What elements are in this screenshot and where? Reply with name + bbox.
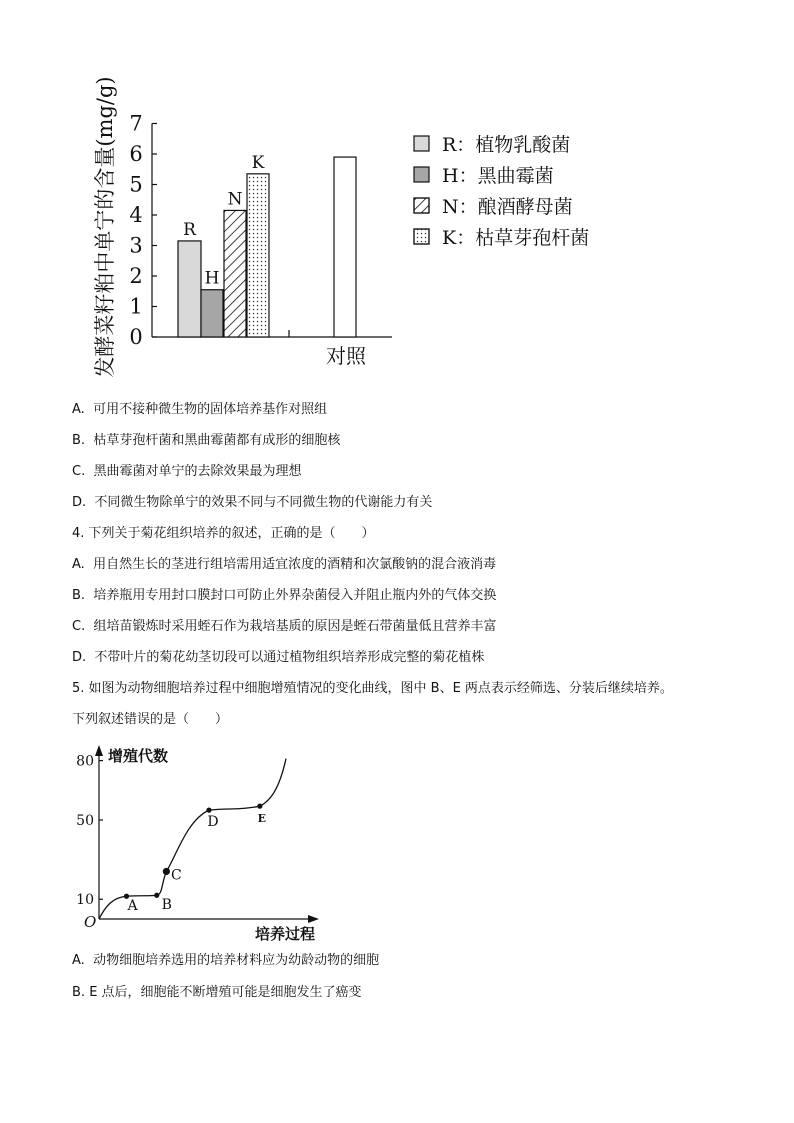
q5-option-b	[72, 984, 362, 1002]
legend-label-K: K：枯草芽孢杆菌	[442, 227, 590, 249]
option-text: 培养瓶用专用封口膜封口可防止外界杂菌侵入并阻止瓶内外的气体交换	[93, 588, 497, 603]
legend-label-H: H：黑曲霉菌	[442, 165, 554, 187]
point-label-B: B	[161, 897, 172, 914]
x-axis-label: 培养过程	[255, 925, 316, 943]
option-letter: D.	[72, 495, 87, 510]
point-label-C: C	[171, 867, 182, 884]
bar-label: R	[183, 219, 196, 240]
y-axis-label: 增殖代数	[108, 747, 169, 765]
q5-stem-line-2: 下列叙述错误的是（ ）	[72, 712, 229, 727]
point-C	[163, 868, 170, 875]
option-letter: C.	[72, 464, 86, 479]
bar-chart-y-axis-label: 发酵菜籽粕中单宁的含量(mg/g)	[93, 76, 117, 378]
option-letter: A.	[72, 557, 85, 572]
option-letter: B.	[72, 588, 86, 603]
y-tick-label: 0	[129, 325, 143, 349]
option-letter: C.	[72, 619, 86, 634]
x-category-label: 对照	[326, 344, 366, 368]
point-label-D: D	[207, 814, 219, 831]
option-text: 用自然生长的茎进行组培需用适宜浓度的酒精和次氯酸钠的混合液消毒	[93, 557, 497, 572]
y-tick-label: 3	[129, 233, 143, 258]
option-letter: D.	[72, 650, 87, 665]
option-text: 组培苗锻炼时采用蛭石作为栽培基质的原因是蛭石带菌量低且营养丰富	[93, 619, 497, 634]
y-tick-label: 10	[76, 892, 94, 909]
x-axis-arrow	[308, 915, 319, 923]
y-tick-label: 7	[129, 111, 143, 136]
option-text: 动物细胞培养选用的培养材料应为幼龄动物的细胞	[93, 953, 380, 968]
y-tick-label: 4	[129, 203, 143, 227]
y-tick-label: 1	[129, 294, 143, 319]
option-letter: A.	[72, 402, 85, 417]
q5-stem-line-1: 5. 如图为动物细胞培养过程中细胞增殖情况的变化曲线，图中 B、E 两点表示经筛选、分装后继续培养。	[72, 681, 673, 696]
bar-label: N	[227, 189, 243, 210]
legend-label-R: R：植物乳酸菌	[442, 134, 571, 156]
y-tick-label: 2	[129, 264, 143, 288]
option-letter: B.	[72, 433, 86, 448]
y-tick-label: 6	[129, 142, 143, 166]
point-D	[206, 808, 211, 813]
point-B	[154, 893, 159, 898]
option-letter: A.	[72, 953, 85, 968]
q5-option-a	[72, 952, 379, 970]
legend-label-N: N：酿酒酵母菌	[442, 196, 573, 218]
option-text: 不带叶片的菊花幼茎切段可以通过植物组织培养形成完整的菊花植株	[94, 650, 485, 665]
point-label-A: A	[127, 898, 138, 915]
bar-label: K	[251, 152, 265, 173]
y-tick-label: 80	[76, 753, 94, 770]
option-text: 黑曲霉菌对单宁的去除效果最为理想	[93, 464, 302, 479]
point-E	[257, 804, 262, 809]
option-letter: B.	[72, 985, 86, 1000]
option-text: 枯草芽孢杆菌和黑曲霉菌都有成形的细胞核	[93, 433, 341, 448]
bar-label: H	[204, 268, 220, 289]
option-text: E 点后，细胞能不断增殖可能是细胞发生了癌变	[89, 985, 362, 1000]
y-tick-label: 5	[129, 172, 143, 197]
y-axis-arrow	[95, 745, 103, 756]
option-text: 不同微生物除单宁的效果不同与不同微生物的代谢能力有关	[94, 495, 433, 510]
y-tick-label: 50	[76, 813, 94, 829]
origin-label: O	[84, 913, 97, 931]
point-label-E: E	[257, 812, 267, 826]
q4-stem: 4. 下列关于菊花组织培养的叙述，正确的是（ ）	[72, 526, 375, 541]
option-text: 可用不接种微生物的固体培养基作对照组	[93, 402, 328, 417]
